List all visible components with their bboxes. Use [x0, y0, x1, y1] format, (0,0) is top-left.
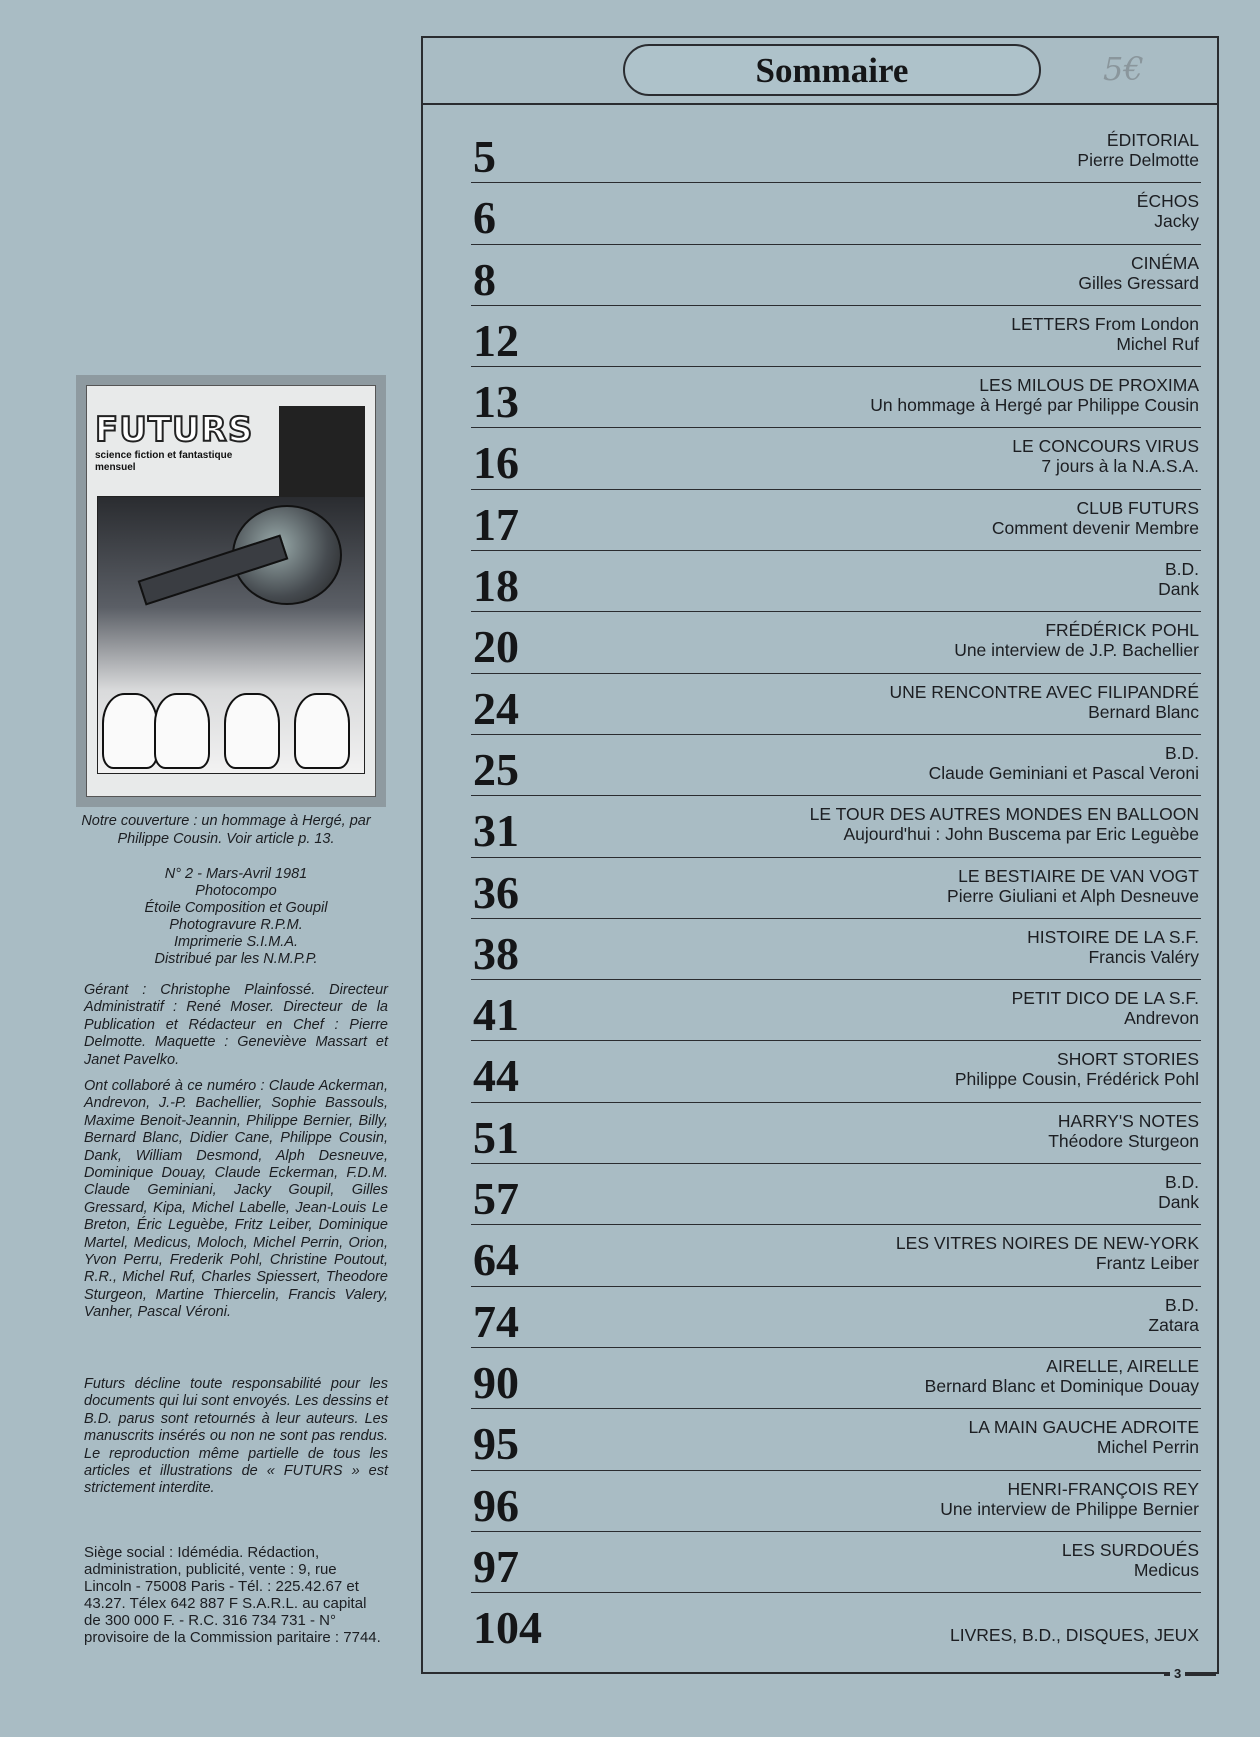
toc-author: Jacky — [1154, 211, 1199, 232]
toc-author: Frantz Leiber — [1095, 1253, 1199, 1274]
toc-title: LIVRES, B.D., DISQUES, JEUX — [950, 1625, 1199, 1646]
toc-page-number: 12 — [473, 314, 519, 366]
toc-entry — [471, 612, 1201, 673]
toc-author: Gilles Gressard — [1078, 272, 1199, 293]
toc-author: Bernard Blanc et Dominique Douay — [924, 1375, 1199, 1396]
toc-title: B.D. — [1164, 742, 1199, 763]
toc-title: LETTERS From London — [1011, 313, 1199, 334]
toc-entry — [471, 735, 1201, 796]
toc-page-number: 64 — [473, 1234, 519, 1286]
toc-title: HENRI-FRANÇOIS REY — [1007, 1478, 1199, 1499]
toc-title: B.D. — [1164, 1172, 1199, 1193]
toc-page-number: 8 — [473, 253, 496, 305]
toc-entry — [471, 980, 1201, 1041]
toc-title: PETIT DICO DE LA S.F. — [1011, 988, 1199, 1009]
issue-info-line: Distribué par les N.M.P.P. — [154, 951, 318, 967]
toc-page-number: 44 — [473, 1050, 519, 1102]
toc-author: Pierre Delmotte — [1077, 150, 1199, 170]
toc-title: SHORT STORIES — [1057, 1049, 1199, 1070]
toc-author: Philippe Cousin, Frédérick Pohl — [954, 1069, 1199, 1090]
toc-author: Zatara — [1148, 1314, 1199, 1335]
toc-title: LES MILOUS DE PROXIMA — [979, 375, 1199, 396]
toc-page-number: 6 — [473, 192, 496, 244]
toc-page-number: 57 — [473, 1173, 519, 1225]
toc-author: Andrevon — [1124, 1008, 1199, 1029]
toc-entry — [471, 367, 1201, 428]
toc-author: Aujourd'hui : John Buscema par Eric Leguèbe — [843, 824, 1199, 845]
toc-page-number: 51 — [473, 1111, 519, 1163]
toc-page-number: 20 — [473, 621, 519, 673]
toc-page-number: 18 — [473, 560, 519, 612]
toc-title: LE CONCOURS VIRUS — [1012, 436, 1199, 457]
toc-author: Une interview de J.P. Bachellier — [954, 640, 1199, 661]
contributors-paragraph: Ont collaboré à ce numéro : Claude Ackerman, Andrevon, J.-P. Bachellier, Sophie Bassouls, Maxime Benoit-Jeannin, Philippe Bernier, Billy, Bernard Blanc, Didier Cane, Philippe Cousin, Dank, William Desmond, Alph Desneuve, Dominique Douay, Claude Eckerman, F.D.M. Claude Geminiani, Jacky Goupil, Gilles Gressard, Kipa, Michel Labelle, Jean-Louis Le Breton, Éric Leguèbe, Fritz Leiber, Dominique Martel, Medicus, Moloch, Michel Perrin, Orion, Yvon Perru, Frederik Pohl, Christine Poutout, R.R., Michel Ruf, Charles Spiessert, Theodore Sturgeon, Martine Thiercelin, Francis Valery, Vanher, Pascal Véroni. — [84, 1078, 388, 1321]
issue-info-line: Photocompo — [195, 883, 277, 899]
siege-social: Siège social : Idémédia. Rédaction, administration, publicité, vente : 9, rue Lincoln - 75008 Paris - Tél. : 225.42.67 et 43.27. Télex 642 887 F S.A.R.L. au capital de 300 000 F. - R.C. 316 734 731 - N° provisoire de la Commission paritaire : 7744. — [84, 1544, 381, 1646]
toc-entry — [471, 858, 1201, 919]
toc-author: Théodore Sturgeon — [1048, 1130, 1199, 1151]
toc-author: Un hommage à Hergé par Philippe Cousin — [870, 395, 1199, 416]
toc-entry — [471, 1164, 1201, 1225]
toc-page-number: 97 — [473, 1540, 519, 1592]
issue-info-line: Étoile Composition et Goupil — [144, 900, 328, 916]
toc-entry — [471, 1471, 1201, 1532]
cover-caption: Notre couverture : un hommage à Hergé, par Philippe Cousin. Voir article p. 13. — [81, 813, 371, 847]
dog-illustration — [224, 693, 280, 769]
toc-entry — [471, 1225, 1201, 1286]
toc-entry — [471, 490, 1201, 551]
toc-page-number: 38 — [473, 927, 519, 979]
toc-title: LA MAIN GAUCHE ADROITE — [968, 1417, 1199, 1438]
toc-title: CINÉMA — [1130, 252, 1199, 273]
cover-subtitle-line: science fiction et fantastique — [95, 450, 233, 461]
contents-panel — [421, 36, 1219, 1674]
toc-entry — [471, 1409, 1201, 1470]
toc-page-number: 31 — [473, 805, 519, 857]
toc-page-number: 24 — [473, 682, 519, 734]
dog-illustration — [154, 693, 210, 769]
toc-page-number: 96 — [473, 1479, 519, 1531]
toc-page-number: 41 — [473, 989, 519, 1041]
toc-title: AIRELLE, AIRELLE — [1046, 1355, 1199, 1376]
toc-entry — [471, 1287, 1201, 1348]
toc-title: LES VITRES NOIRES DE NEW-YORK — [895, 1233, 1199, 1254]
toc-title: B.D. — [1164, 1294, 1199, 1315]
toc-entry — [471, 1041, 1201, 1102]
toc-page-number: 13 — [473, 376, 519, 428]
dog-illustration — [102, 693, 158, 769]
toc-author: Une interview de Philippe Bernier — [940, 1498, 1199, 1519]
toc-entry — [471, 1532, 1201, 1593]
toc-title: LE TOUR DES AUTRES MONDES EN BALLOON — [809, 804, 1199, 825]
toc-page-number: 5 — [473, 131, 496, 182]
toc-entry — [471, 1348, 1201, 1409]
toc-entry — [471, 674, 1201, 735]
toc-entry — [471, 183, 1201, 244]
cover-logo: FUTURS — [95, 410, 254, 450]
disclaimer-paragraph: Futurs décline toute responsabilité pour les documents qui lui sont envoyés. Les dessins et B.D. parus sont retournés à leur auteurs. Les manuscrits insérés ou non ne sont pas rendus. Le reproduction même partielle de tous les articles et illustrations de « FUTURS » est strictement interdite. — [84, 1376, 388, 1497]
toc-title: CLUB FUTURS — [1076, 497, 1199, 518]
toc-page-number: 36 — [473, 866, 519, 918]
toc-page-number: 104 — [473, 1602, 542, 1654]
toc-title: UNE RENCONTRE AVEC FILIPANDRÉ — [889, 681, 1199, 702]
toc-page-number: 74 — [473, 1295, 519, 1347]
toc-entry — [471, 1593, 1201, 1654]
toc-entry — [471, 306, 1201, 367]
toc-title: ÉCHOS — [1136, 191, 1199, 212]
toc-author: Pierre Giuliani et Alph Desneuve — [947, 885, 1199, 906]
toc-title: HARRY'S NOTES — [1057, 1110, 1199, 1131]
toc-page-number: 16 — [473, 437, 519, 489]
toc-author: Claude Geminiani et Pascal Veroni — [928, 762, 1199, 783]
toc-author: Michel Ruf — [1116, 333, 1199, 354]
cover-illustration — [97, 496, 365, 774]
issue-info-line: Imprimerie S.I.M.A. — [173, 934, 299, 950]
toc-author: Bernard Blanc — [1088, 701, 1199, 722]
toc-author: Michel Perrin — [1096, 1437, 1199, 1458]
toc-author: Comment devenir Membre — [991, 517, 1199, 538]
cover-subtitle — [95, 450, 279, 474]
toc-title: LE BESTIAIRE DE VAN VOGT — [958, 865, 1199, 886]
toc-author: Dank — [1158, 1192, 1199, 1213]
toc-title: FRÉDÉRICK POHL — [1045, 620, 1199, 641]
toc-entry — [471, 245, 1201, 306]
toc-entry — [471, 122, 1201, 183]
toc-title: B.D. — [1164, 559, 1199, 580]
page-number: 3 — [1170, 1666, 1185, 1681]
issue-info-line: N° 2 - Mars-Avril 1981 — [164, 866, 308, 882]
toc-page-number: 17 — [473, 498, 519, 550]
toc-author: Dank — [1158, 579, 1199, 600]
toc-author: Francis Valéry — [1088, 946, 1199, 967]
issue-info — [86, 866, 386, 968]
table-of-contents — [471, 122, 1201, 1654]
toc-author: 7 jours à la N.A.S.A. — [1041, 456, 1199, 477]
toc-page-number: 25 — [473, 743, 519, 795]
issue-info-line: Photogravure R.P.M. — [169, 917, 303, 933]
toc-title: ÉDITORIAL — [1106, 130, 1199, 150]
toc-entry — [471, 551, 1201, 612]
toc-entry — [471, 428, 1201, 489]
toc-author: Medicus — [1133, 1559, 1199, 1580]
cover-frequency: mensuel — [95, 462, 136, 473]
handwritten-price: 5€ — [1103, 50, 1144, 88]
toc-entry — [471, 796, 1201, 857]
panel-header — [423, 38, 1217, 105]
toc-entry — [471, 919, 1201, 980]
toc-title: LES SURDOUÉS — [1061, 1539, 1199, 1560]
dog-illustration — [294, 693, 350, 769]
toc-page-number: 90 — [473, 1356, 519, 1408]
cover-image — [86, 385, 376, 797]
toc-entry — [471, 1103, 1201, 1164]
cover-thumbnail — [76, 375, 386, 807]
credits-paragraph: Gérant : Christophe Plainfossé. Directeur Administratif : René Moser. Directeur de la Publication et Rédacteur en Chef : Pierre Delmotte. Maquette : Geneviève Massart et Janet Pavelko. — [84, 982, 388, 1068]
cover-contents-box — [279, 406, 365, 496]
toc-page-number: 95 — [473, 1418, 519, 1470]
toc-title: HISTOIRE DE LA S.F. — [1027, 926, 1199, 947]
page-title: Sommaire — [623, 44, 1041, 96]
